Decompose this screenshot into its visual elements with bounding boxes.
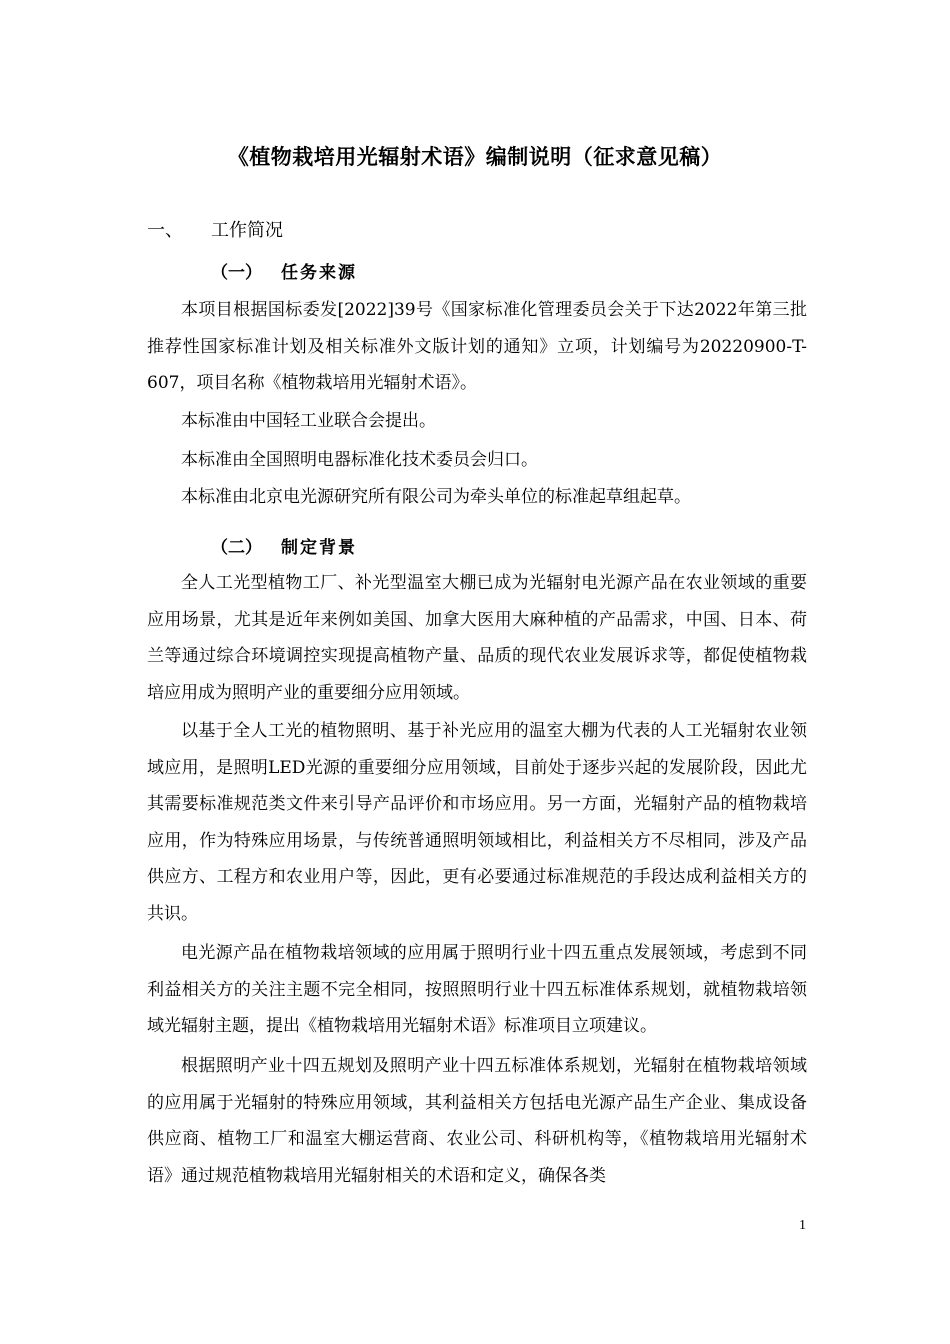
paragraph: 本标准由北京电光源研究所有限公司为牵头单位的标准起草组起草。 — [181, 487, 691, 507]
section-title: 工作简况 — [211, 220, 283, 241]
paragraph: 根据照明产业十四五规划及照明产业十四五标准体系规划，光辐射在植物栽培领域的应用属于光辐射的特殊应用领域，其利益相关方包括电光源产品生产企业、集成设备供应商、植物工厂和温室大棚运营商、农业公司、科研机构等，《植物栽培用光辐射术语》通过规范植物栽培用光辐射相关的术语和定义，确保各类 — [147, 1056, 807, 1186]
paragraph: 本标准由全国照明电器标准化技术委员会归口。 — [181, 450, 538, 470]
document-title: 《植物栽培用光辐射术语》编制说明（征求意见稿） — [227, 145, 723, 169]
subsection-heading — [211, 534, 357, 562]
subsection-number: （一） — [211, 263, 262, 283]
page-number: 1 — [799, 1218, 806, 1233]
section-heading — [147, 217, 283, 245]
paragraph: 电光源产品在植物栽培领域的应用属于照明行业十四五重点发展领域，考虑到不同利益相关方的关注主题不完全相同，按照照明行业十四五标准体系规划，就植物栽培领域光辐射主题，提出《植物栽培用光辐射术语》标准项目立项建议。 — [147, 943, 807, 1036]
paragraph: 本项目根据国标委发[2022]39号《国家标准化管理委员会关于下达2022年第三批推荐性国家标准计划及相关标准外文版计划的通知》立项，计划编号为20220900-T-607，项目名称《植物栽培用光辐射术语》。 — [147, 300, 807, 393]
section-number: 一、 — [147, 220, 183, 241]
subsection-heading — [211, 259, 357, 287]
subsection-title: 任务来源 — [281, 263, 357, 283]
subsection-title: 制定背景 — [281, 538, 357, 558]
paragraph: 全人工光型植物工厂、补光型温室大棚已成为光辐射电光源产品在农业领域的重要应用场景，尤其是近年来例如美国、加拿大医用大麻种植的产品需求，中国、日本、荷兰等通过综合环境调控实现提高植物产量、品质的现代农业发展诉求等，都促使植物栽培应用成为照明产业的重要细分应用领域。 — [147, 573, 807, 703]
paragraph: 本标准由中国轻工业联合会提出。 — [181, 411, 436, 431]
subsection-number: （二） — [211, 538, 262, 558]
paragraph: 以基于全人工光的植物照明、基于补光应用的温室大棚为代表的人工光辐射农业领域应用，是照明LED光源的重要细分应用领域，目前处于逐步兴起的发展阶段，因此尤其需要标准规范类文件来引导产品评价和市场应用。另一方面，光辐射产品的植物栽培应用，作为特殊应用场景，与传统普通照明领域相比，利益相关方不尽相同，涉及产品供应方、工程方和农业用户等，因此，更有必要通过标准规范的手段达成利益相关方的共识。 — [147, 721, 807, 924]
